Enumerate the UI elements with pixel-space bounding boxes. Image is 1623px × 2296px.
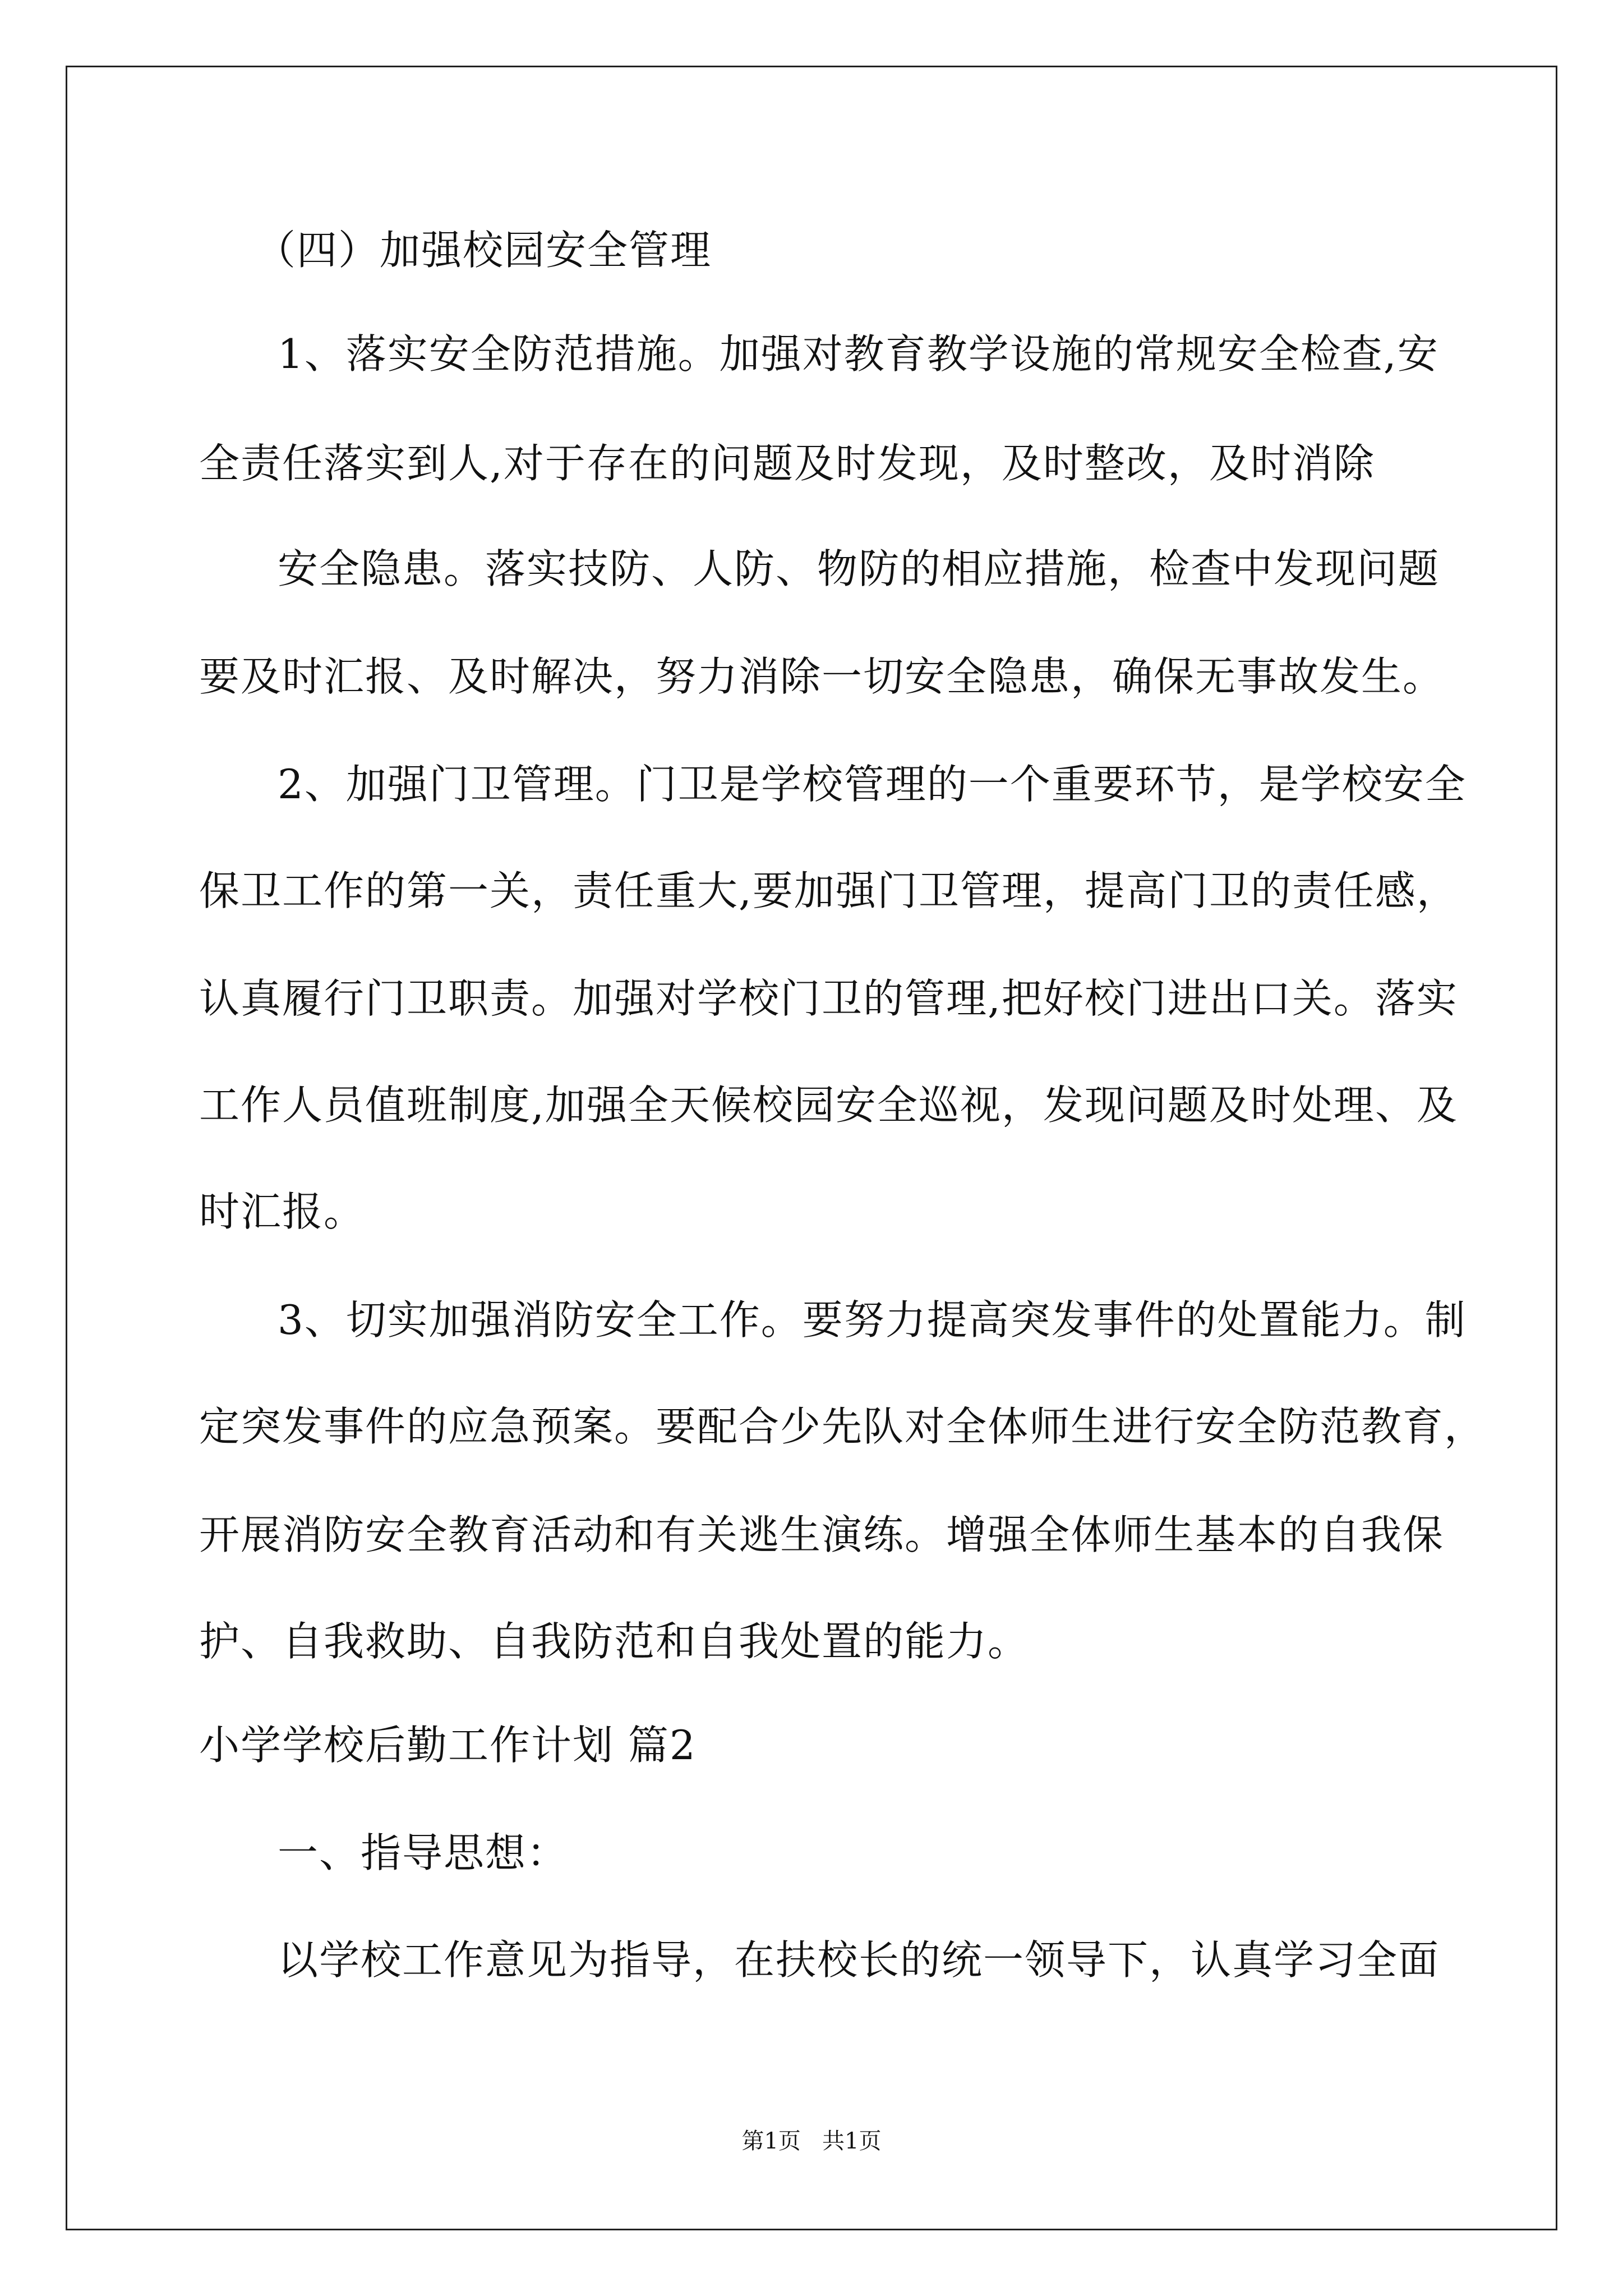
paragraph-line: 定突发事件的应急预案。要配合少先队对全体师生进行安全防范教育， [199,1403,1486,1450]
subsection-heading: 一、指导思想： [278,1829,569,1876]
paragraph-line: 工作人员值班制度,加强全天候校园安全巡视，发现问题及时处理、及 [199,1082,1458,1129]
paragraph-line: 时汇报。 [199,1188,366,1235]
paragraph-line: 要及时汇报、及时解决，努力消除一切安全隐患，确保无事故发生。 [199,653,1445,700]
paragraph-line: 2、加强门卫管理。门卫是学校管理的一个重要环节，是学校安全 [278,761,1467,808]
paragraph-line: 安全隐患。落实技防、人防、物防的相应措施，检查中发现问题 [278,545,1440,592]
paragraph-line: 认真履行门卫职责。加强对学校门卫的管理,把好校门进出口关。落实 [199,975,1458,1022]
paragraph-line: 以学校工作意见为指导，在扶校长的统一领导下，认真学习全面 [278,1936,1440,1984]
section-heading: （四）加强校园安全管理 [255,227,712,274]
page-border [66,66,1557,2230]
paragraph-line: 3、切实加强消防安全工作。要努力提高突发事件的处置能力。制 [278,1296,1467,1343]
paragraph-line: 全责任落实到人,对于存在的问题及时发现，及时整改，及时消除 [199,440,1375,487]
page-footer: 第1页 共1页 [741,2128,882,2154]
paragraph-line: 护、自我救助、自我防范和自我处置的能力。 [199,1618,1030,1665]
paragraph-line: 1、落实安全防范措施。加强对教育教学设施的常规安全检查,安 [278,330,1439,378]
paragraph-line: 保卫工作的第一关，责任重大,要加强门卫管理，提高门卫的责任感， [199,867,1458,914]
paragraph-line: 开展消防安全教育活动和有关逃生演练。增强全体师生基本的自我保 [199,1511,1445,1558]
plan-title: 小学学校后勤工作计划 篇2 [199,1722,697,1769]
